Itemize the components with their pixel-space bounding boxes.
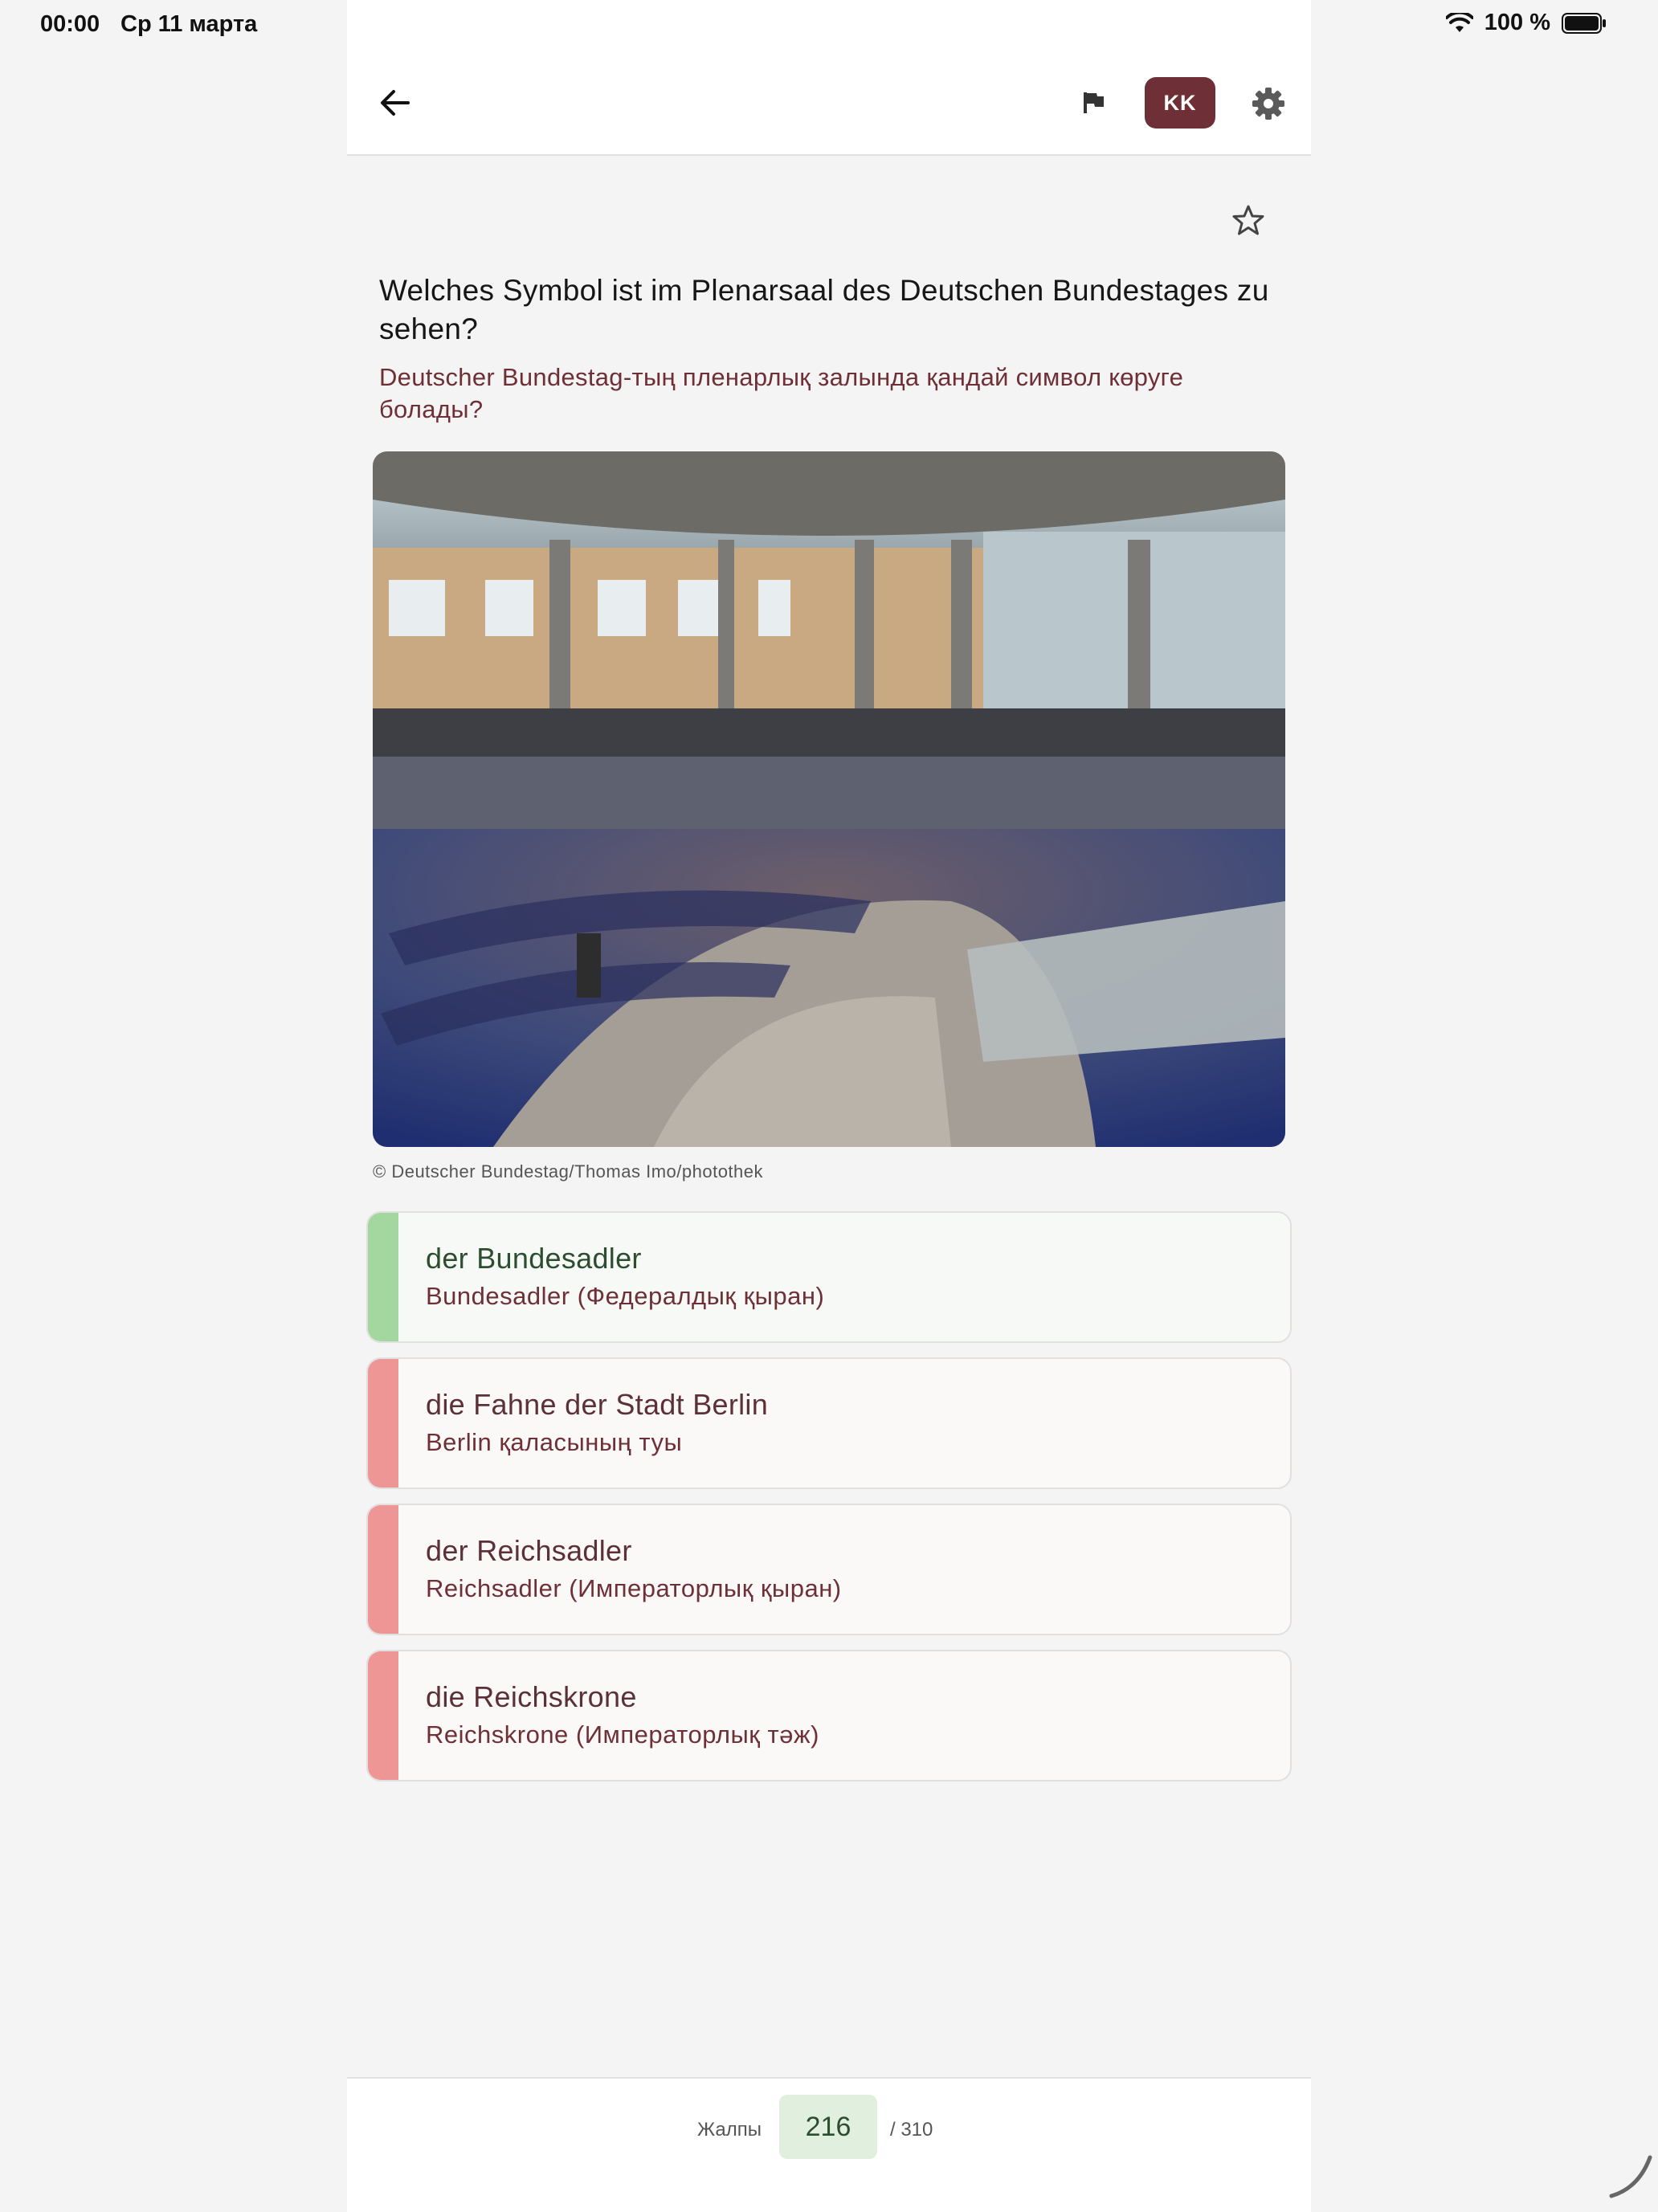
question-text-de: Welches Symbol ist im Plenarsaal des Deutschen Bundestages zu sehen?	[379, 274, 1269, 345]
answer-status-bar	[368, 1651, 398, 1780]
answer-option-1[interactable]	[366, 1211, 1292, 1343]
battery-percent: 100 %	[1484, 10, 1550, 35]
app-bar	[347, 0, 1311, 156]
answer-status-bar	[368, 1505, 398, 1634]
answer-text-kk: Bundesadler (Федералдық қыран)	[426, 1282, 825, 1310]
question-text-kk: Deutscher Bundestag-тың пленарлық залында қандай символ көруге болады?	[379, 363, 1184, 423]
status-time: 00:00	[40, 11, 100, 37]
status-right	[1446, 10, 1607, 36]
answer-text-de: die Reichskrone	[426, 1680, 637, 1713]
answer-text-kk: Reichsadler (Императорлық қыран)	[426, 1574, 842, 1602]
settings-button[interactable]	[1247, 83, 1290, 124]
answer-status-bar	[368, 1359, 398, 1488]
answer-text-de: der Bundesadler	[426, 1242, 642, 1275]
answer-list	[366, 1211, 1292, 1796]
answer-text-kk: Berlin қаласының туы	[426, 1428, 683, 1456]
total-count: / 310	[890, 2119, 933, 2141]
report-button[interactable]	[1070, 85, 1118, 120]
progress-footer	[347, 2077, 1311, 2212]
battery-icon	[1562, 13, 1607, 34]
star-outline-icon	[1232, 204, 1264, 236]
question-photo	[373, 451, 1285, 1147]
flag-icon	[1083, 91, 1105, 115]
back-button[interactable]	[371, 82, 419, 124]
answer-option-3[interactable]	[366, 1504, 1292, 1635]
answer-text-de: die Fahne der Stadt Berlin	[426, 1388, 769, 1421]
wifi-icon	[1446, 13, 1473, 34]
status-date: Ср 11 марта	[120, 11, 258, 37]
question-number-field[interactable]: 216	[779, 2095, 877, 2159]
scroll-indicator-icon	[1607, 2153, 1655, 2201]
quiz-panel	[347, 0, 1311, 2210]
answer-text-de: der Reichsadler	[426, 1534, 632, 1567]
total-label: Жалпы	[697, 2119, 762, 2141]
answer-option-4[interactable]	[366, 1650, 1292, 1781]
answer-status-bar	[368, 1213, 398, 1341]
image-credit: © Deutscher Bundestag/Thomas Imo/photothek	[373, 1161, 764, 1182]
language-button[interactable]: KK	[1145, 77, 1215, 129]
answer-option-2[interactable]	[366, 1357, 1292, 1489]
bookmark-button[interactable]	[1226, 198, 1271, 243]
arrow-left-icon	[379, 88, 411, 117]
answer-text-kk: Reichskrone (Императорлық тәж)	[426, 1720, 819, 1749]
gear-icon	[1252, 87, 1285, 120]
